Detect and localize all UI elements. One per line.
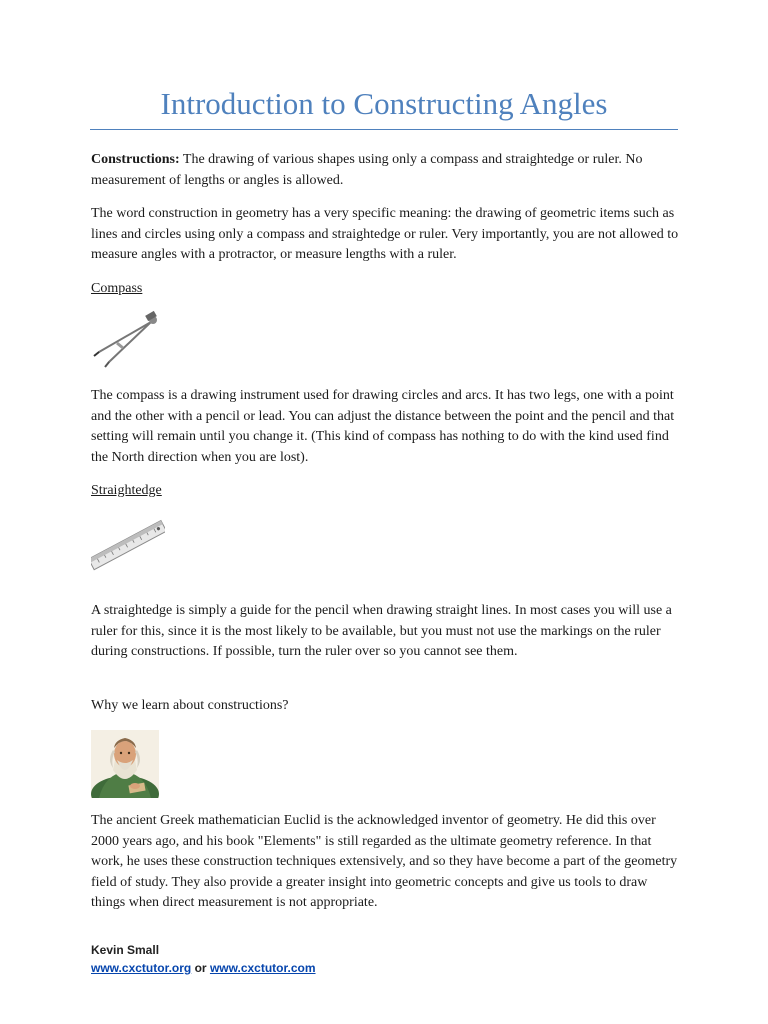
compass-heading: Compass	[91, 281, 143, 296]
straightedge-description: A straightedge is simply a guide for the pencil when drawing straight lines. In most cases you will use a ruler for this, since it is the most likely to be available, but you must not use the markings on the ruler during constructions. If possible, turn the ruler over so you cannot see them.	[91, 603, 672, 659]
compass-description: The compass is a drawing instrument used for drawing circles and arcs. It has two legs, one with a point and the other with a pencil or lead. You can adjust the distance between the point and the pencil and that setting will remain until you change it. (This kind of compass has nothing to do with the kind used find the North direction when you are lost).	[91, 388, 675, 465]
title-underline	[90, 129, 678, 130]
compass-icon	[91, 310, 163, 370]
straightedge-heading: Straightedge	[91, 483, 162, 498]
constructions-paragraph	[91, 150, 681, 191]
constructions-definition: The drawing of various shapes using only a compass and straightedge or ruler. No measurement of lengths or angles is allowed.	[91, 152, 643, 188]
euclid-portrait	[91, 730, 159, 798]
construction-meaning-paragraph: The word construction in geometry has a very specific meaning: the drawing of geometric items such as lines and circles using only a compass and straightedge or ruler. Very importantly, you are not allowed to measure angles with a protractor, or measure lengths with a ruler.	[91, 206, 679, 262]
footer-author	[91, 943, 159, 957]
page-title: Introduction to Constructing Angles	[160, 86, 608, 121]
ruler-icon	[91, 515, 165, 577]
footer-or-text: or	[194, 961, 207, 975]
author-name: Kevin Small	[91, 943, 160, 957]
cxctutor-org-link[interactable]: www.cxctutor.org	[91, 961, 192, 975]
euclid-description: The ancient Greek mathematician Euclid is the acknowledged inventor of geometry. He did this over 2000 years ago, and his book "Elements" is still regarded as the ultimate geometry reference. In that work, he uses these construction techniques extensively, and so they have become a part of the geometry field of study. They also provide a greater insight into geometric concepts and give us tools to draw things when direct measurement is not appropriate.	[91, 813, 678, 910]
cxctutor-com-link[interactable]: www.cxctutor.com	[209, 961, 316, 975]
why-question: Why we learn about constructions?	[91, 698, 289, 713]
footer-links	[91, 961, 316, 975]
constructions-term: Constructions:	[91, 152, 180, 167]
